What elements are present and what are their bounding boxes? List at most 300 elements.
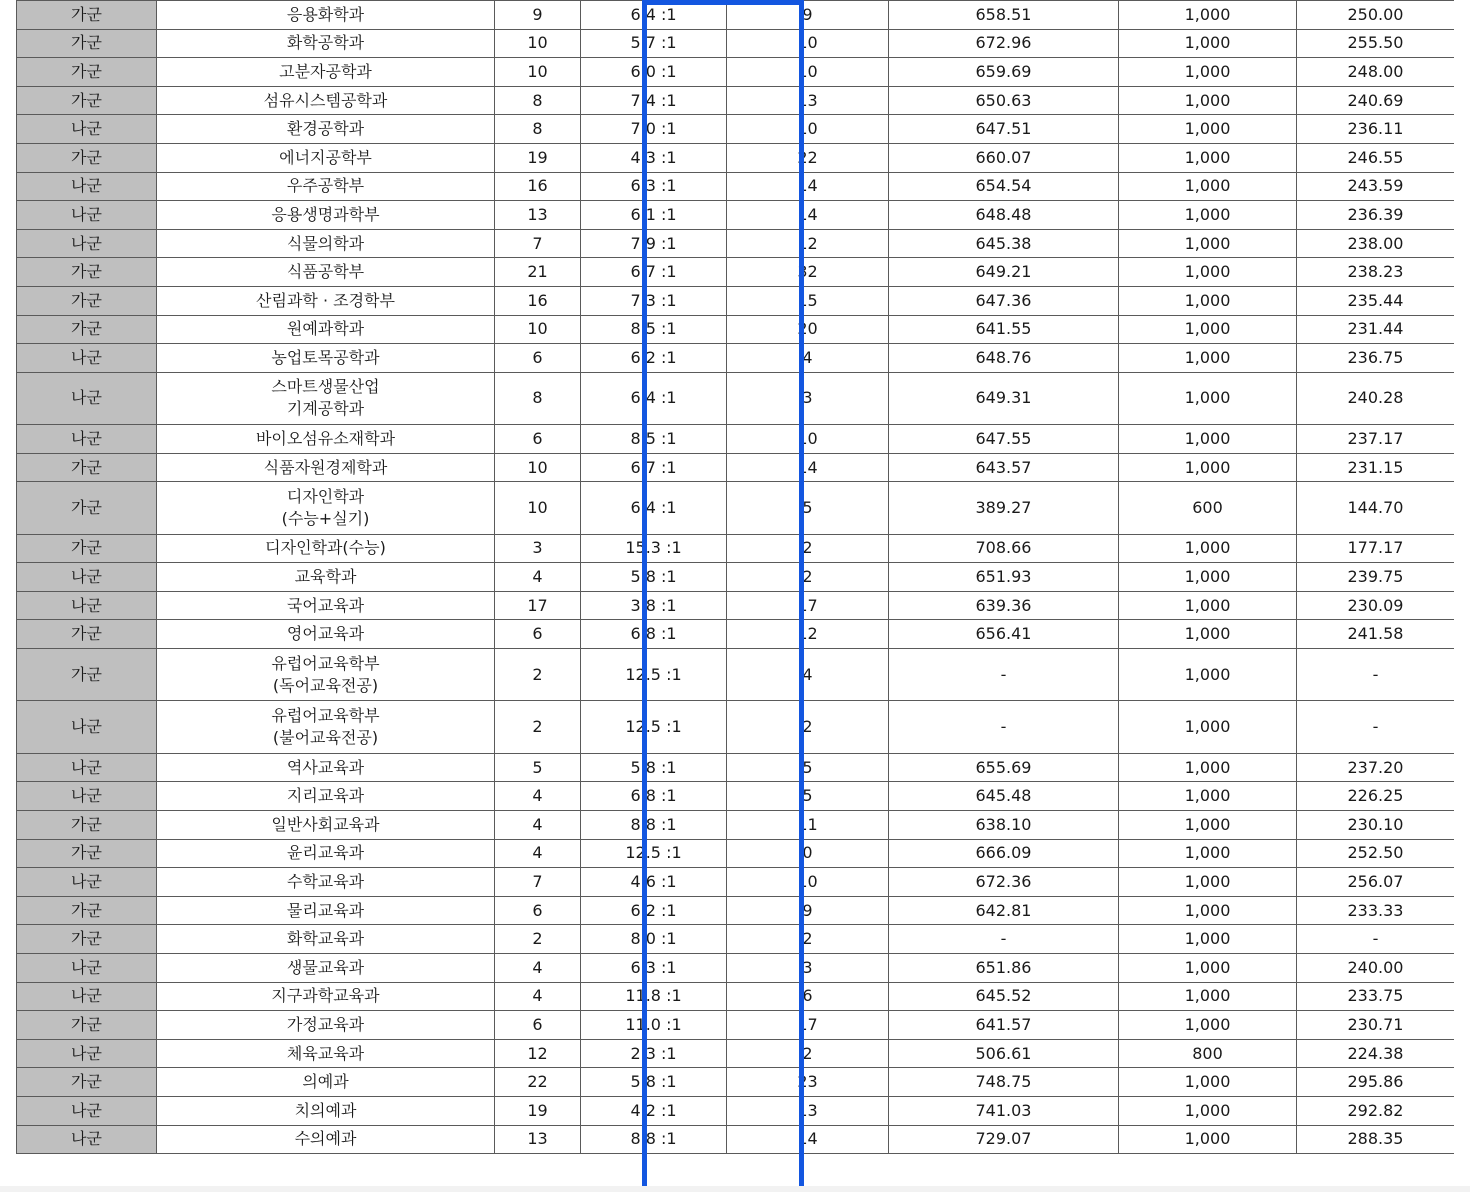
cell-score: 658.51	[889, 1, 1119, 30]
cell-department	[157, 1125, 495, 1154]
cell-converted-score: -	[1297, 925, 1455, 954]
cell-group: 나군	[17, 172, 157, 201]
cell-group: 나군	[17, 982, 157, 1011]
table-row	[17, 258, 1455, 287]
department-name-line: 생물교육과	[286, 957, 365, 977]
cell-competition-ratio: 6.7 :1	[581, 453, 727, 482]
cell-total-points: 1,000	[1119, 315, 1297, 344]
cell-score: 655.69	[889, 753, 1119, 782]
cell-total-points: 1,000	[1119, 896, 1297, 925]
cell-converted-score: 288.35	[1297, 1125, 1455, 1154]
cell-score: 651.86	[889, 954, 1119, 983]
cell-group: 나군	[17, 1125, 157, 1154]
department-name-line: 유럽어교육학부	[271, 653, 380, 673]
cell-additional-pass: 9	[727, 896, 889, 925]
cell-additional-pass: 9	[727, 1, 889, 30]
cell-total-points: 1,000	[1119, 258, 1297, 287]
cell-competition-ratio: 8.0 :1	[581, 925, 727, 954]
department-name-line: 환경공학과	[286, 119, 365, 139]
cell-converted-score: 233.75	[1297, 982, 1455, 1011]
cell-converted-score: 236.75	[1297, 344, 1455, 373]
cell-total-points: 1,000	[1119, 811, 1297, 840]
cell-total-points: 1,000	[1119, 868, 1297, 897]
cell-competition-ratio: 6.4 :1	[581, 482, 727, 534]
cell-score: -	[889, 701, 1119, 753]
table-row	[17, 782, 1455, 811]
cell-converted-score: 238.23	[1297, 258, 1455, 287]
table-row	[17, 563, 1455, 592]
cell-group: 나군	[17, 229, 157, 258]
department-name-line: 디자인학과	[286, 486, 365, 506]
cell-converted-score: 144.70	[1297, 482, 1455, 534]
cell-total-points: 800	[1119, 1039, 1297, 1068]
cell-quota: 10	[495, 453, 581, 482]
cell-competition-ratio: 11.0 :1	[581, 1011, 727, 1040]
cell-score: 642.81	[889, 896, 1119, 925]
cell-department	[157, 701, 495, 753]
cell-department	[157, 896, 495, 925]
cell-quota: 5	[495, 753, 581, 782]
cell-quota: 10	[495, 482, 581, 534]
cell-score: 649.31	[889, 372, 1119, 424]
department-name-line: 산림과학 · 조경학부	[256, 290, 395, 310]
cell-score: 672.36	[889, 868, 1119, 897]
cell-score: 729.07	[889, 1125, 1119, 1154]
cell-department	[157, 482, 495, 534]
cell-competition-ratio: 6.2 :1	[581, 896, 727, 925]
cell-converted-score: 238.00	[1297, 229, 1455, 258]
cell-department	[157, 925, 495, 954]
cell-converted-score: 295.86	[1297, 1068, 1455, 1097]
cell-group: 가군	[17, 86, 157, 115]
cell-group: 나군	[17, 782, 157, 811]
cell-competition-ratio: 7.3 :1	[581, 286, 727, 315]
cell-converted-score: 252.50	[1297, 839, 1455, 868]
cell-converted-score: 240.00	[1297, 954, 1455, 983]
cell-group: 나군	[17, 954, 157, 983]
table-row	[17, 591, 1455, 620]
cell-department	[157, 563, 495, 592]
cell-score: 647.51	[889, 115, 1119, 144]
table-row	[17, 286, 1455, 315]
cell-converted-score: 230.09	[1297, 591, 1455, 620]
cell-department	[157, 201, 495, 230]
cell-additional-pass: 32	[727, 258, 889, 287]
cell-converted-score: 235.44	[1297, 286, 1455, 315]
cell-converted-score: 256.07	[1297, 868, 1455, 897]
cell-converted-score: 236.39	[1297, 201, 1455, 230]
cell-department	[157, 1011, 495, 1040]
cell-additional-pass: 22	[727, 143, 889, 172]
cell-additional-pass: 10	[727, 115, 889, 144]
table-row	[17, 143, 1455, 172]
cell-quota: 17	[495, 591, 581, 620]
cell-additional-pass: 3	[727, 372, 889, 424]
cell-quota: 10	[495, 315, 581, 344]
cell-additional-pass: 14	[727, 1125, 889, 1154]
table-row	[17, 1039, 1455, 1068]
table-row	[17, 86, 1455, 115]
department-name-line: 고분자공학과	[279, 61, 372, 81]
department-name-line: 일반사회교육과	[271, 814, 380, 834]
cell-additional-pass: 4	[727, 344, 889, 373]
cell-converted-score: 236.11	[1297, 115, 1455, 144]
department-name-line: 윤리교육과	[286, 843, 365, 863]
cell-department	[157, 86, 495, 115]
cell-group: 나군	[17, 115, 157, 144]
cell-score: 650.63	[889, 86, 1119, 115]
cell-competition-ratio: 5.8 :1	[581, 563, 727, 592]
cell-converted-score: -	[1297, 701, 1455, 753]
table-row	[17, 1125, 1455, 1154]
cell-additional-pass: 5	[727, 782, 889, 811]
cell-group: 가군	[17, 482, 157, 534]
cell-additional-pass: 13	[727, 1096, 889, 1125]
cell-competition-ratio: 6.0 :1	[581, 58, 727, 87]
cell-quota: 4	[495, 782, 581, 811]
table-row	[17, 315, 1455, 344]
cell-total-points: 1,000	[1119, 229, 1297, 258]
cell-group: 나군	[17, 425, 157, 454]
department-name-line: 국어교육과	[286, 595, 365, 615]
cell-department	[157, 115, 495, 144]
cell-additional-pass: 23	[727, 1068, 889, 1097]
cell-department	[157, 591, 495, 620]
cell-department	[157, 344, 495, 373]
department-name-line: 가정교육과	[286, 1014, 365, 1034]
cell-quota: 2	[495, 649, 581, 701]
cell-converted-score: 255.50	[1297, 29, 1455, 58]
cell-score: 649.21	[889, 258, 1119, 287]
cell-additional-pass: 2	[727, 534, 889, 563]
cell-converted-score: 239.75	[1297, 563, 1455, 592]
cell-additional-pass: 10	[727, 58, 889, 87]
cell-additional-pass: 15	[727, 286, 889, 315]
cell-department	[157, 453, 495, 482]
cell-total-points: 1,000	[1119, 201, 1297, 230]
cell-group: 가군	[17, 620, 157, 649]
cell-group: 나군	[17, 372, 157, 424]
table-frame	[16, 0, 1454, 1192]
cell-quota: 4	[495, 982, 581, 1011]
cell-quota: 22	[495, 1068, 581, 1097]
department-name-line: 섬유시스템공학과	[263, 90, 388, 110]
department-name-line: 의예과	[302, 1072, 349, 1092]
department-name-line: 기계공학과	[286, 399, 365, 419]
cell-converted-score: 237.17	[1297, 425, 1455, 454]
table-row	[17, 172, 1455, 201]
cell-competition-ratio: 6.4 :1	[581, 372, 727, 424]
cell-department	[157, 534, 495, 563]
cell-competition-ratio: 6.8 :1	[581, 620, 727, 649]
cell-score: 648.76	[889, 344, 1119, 373]
cell-quota: 7	[495, 229, 581, 258]
table-row	[17, 115, 1455, 144]
cell-group: 나군	[17, 868, 157, 897]
table-row	[17, 201, 1455, 230]
cell-competition-ratio: 6.2 :1	[581, 344, 727, 373]
cell-group: 나군	[17, 591, 157, 620]
cell-quota: 10	[495, 58, 581, 87]
table-row	[17, 868, 1455, 897]
cell-quota: 16	[495, 286, 581, 315]
cell-converted-score: 226.25	[1297, 782, 1455, 811]
cell-score: 741.03	[889, 1096, 1119, 1125]
cell-group: 나군	[17, 1096, 157, 1125]
cell-quota: 10	[495, 29, 581, 58]
department-name-line: 물리교육과	[286, 900, 365, 920]
cell-department	[157, 1068, 495, 1097]
cell-group: 가군	[17, 649, 157, 701]
cell-total-points: 1,000	[1119, 453, 1297, 482]
cell-total-points: 1,000	[1119, 839, 1297, 868]
cell-score: 648.48	[889, 201, 1119, 230]
cell-total-points: 1,000	[1119, 286, 1297, 315]
cell-total-points: 1,000	[1119, 29, 1297, 58]
cell-group: 가군	[17, 534, 157, 563]
department-name-line: 우주공학부	[286, 176, 365, 196]
cell-department	[157, 58, 495, 87]
cell-department	[157, 1039, 495, 1068]
table-row	[17, 649, 1455, 701]
table-row	[17, 982, 1455, 1011]
cell-competition-ratio: 15.3 :1	[581, 534, 727, 563]
cell-score: 654.54	[889, 172, 1119, 201]
cell-score: 660.07	[889, 143, 1119, 172]
cell-competition-ratio: 4.2 :1	[581, 1096, 727, 1125]
cell-additional-pass: 5	[727, 753, 889, 782]
cell-quota: 6	[495, 344, 581, 373]
cell-department	[157, 1, 495, 30]
cell-quota: 13	[495, 201, 581, 230]
department-name-line: 응용화학과	[286, 4, 365, 24]
cell-converted-score: 292.82	[1297, 1096, 1455, 1125]
cell-group: 가군	[17, 839, 157, 868]
cell-total-points: 1,000	[1119, 925, 1297, 954]
cell-converted-score: 250.00	[1297, 1, 1455, 30]
department-name-line: 유럽어교육학부	[271, 706, 380, 726]
department-name-line: (독어교육전공)	[272, 675, 379, 695]
cell-additional-pass: 14	[727, 453, 889, 482]
cell-competition-ratio: 8.8 :1	[581, 811, 727, 840]
table-body	[17, 1, 1455, 1154]
cell-score: -	[889, 649, 1119, 701]
cell-additional-pass: 14	[727, 172, 889, 201]
cell-score: 641.55	[889, 315, 1119, 344]
cell-additional-pass: 10	[727, 425, 889, 454]
cell-department	[157, 315, 495, 344]
table-row	[17, 229, 1455, 258]
cell-additional-pass: 12	[727, 229, 889, 258]
cell-quota: 3	[495, 534, 581, 563]
department-name-line: 수의예과	[294, 1129, 357, 1149]
table-row	[17, 620, 1455, 649]
cell-competition-ratio: 3.8 :1	[581, 591, 727, 620]
cell-department	[157, 29, 495, 58]
cell-group: 가군	[17, 143, 157, 172]
cell-department	[157, 229, 495, 258]
cell-additional-pass: 6	[727, 982, 889, 1011]
cell-quota: 8	[495, 86, 581, 115]
cell-group: 가군	[17, 258, 157, 287]
department-name-line: 지구과학교육과	[271, 986, 380, 1006]
cell-total-points: 1,000	[1119, 534, 1297, 563]
department-name-line: 교육학과	[294, 567, 357, 587]
department-name-line: 화학공학과	[286, 33, 365, 53]
cell-department	[157, 372, 495, 424]
cell-competition-ratio: 7.9 :1	[581, 229, 727, 258]
cell-total-points: 1,000	[1119, 143, 1297, 172]
cell-group: 나군	[17, 1039, 157, 1068]
cell-score: 641.57	[889, 1011, 1119, 1040]
cell-converted-score: 241.58	[1297, 620, 1455, 649]
table-row	[17, 954, 1455, 983]
department-name-line: 화학교육과	[286, 929, 365, 949]
cell-converted-score: 240.69	[1297, 86, 1455, 115]
cell-competition-ratio: 5.8 :1	[581, 1068, 727, 1097]
cell-converted-score: 231.15	[1297, 453, 1455, 482]
cell-total-points: 1,000	[1119, 649, 1297, 701]
cell-total-points: 1,000	[1119, 172, 1297, 201]
cell-total-points: 1,000	[1119, 1096, 1297, 1125]
cell-competition-ratio: 12.5 :1	[581, 649, 727, 701]
cell-score: 666.09	[889, 839, 1119, 868]
cell-department	[157, 286, 495, 315]
cell-quota: 4	[495, 563, 581, 592]
cell-converted-score: 233.33	[1297, 896, 1455, 925]
cell-quota: 19	[495, 1096, 581, 1125]
department-name-line: 디자인학과(수능)	[265, 538, 386, 558]
cell-total-points: 1,000	[1119, 344, 1297, 373]
cell-total-points: 1,000	[1119, 115, 1297, 144]
cell-competition-ratio: 8.8 :1	[581, 1125, 727, 1154]
cell-quota: 4	[495, 954, 581, 983]
table-row	[17, 753, 1455, 782]
cell-converted-score: 246.55	[1297, 143, 1455, 172]
cell-competition-ratio: 4.6 :1	[581, 868, 727, 897]
cell-score: 656.41	[889, 620, 1119, 649]
cell-department	[157, 425, 495, 454]
department-name-line: 에너지공학부	[279, 147, 372, 167]
cell-score: 647.36	[889, 286, 1119, 315]
table-row	[17, 29, 1455, 58]
cell-converted-score: 243.59	[1297, 172, 1455, 201]
cell-additional-pass: 10	[727, 29, 889, 58]
cell-competition-ratio: 12.5 :1	[581, 701, 727, 753]
cell-group: 가군	[17, 29, 157, 58]
cell-total-points: 1,000	[1119, 591, 1297, 620]
cell-converted-score: 248.00	[1297, 58, 1455, 87]
cell-additional-pass: 17	[727, 591, 889, 620]
cell-department	[157, 753, 495, 782]
department-name-line: 체육교육과	[286, 1043, 365, 1063]
cell-department	[157, 649, 495, 701]
cell-department	[157, 143, 495, 172]
cell-total-points: 1,000	[1119, 372, 1297, 424]
cell-score: 651.93	[889, 563, 1119, 592]
cell-group: 나군	[17, 201, 157, 230]
department-name-line: 수학교육과	[286, 872, 365, 892]
cell-total-points: 1,000	[1119, 1, 1297, 30]
cell-additional-pass: 10	[727, 868, 889, 897]
cell-competition-ratio: 8.5 :1	[581, 315, 727, 344]
cell-additional-pass: 2	[727, 701, 889, 753]
cell-group: 가군	[17, 286, 157, 315]
cell-total-points: 1,000	[1119, 425, 1297, 454]
cell-competition-ratio: 5.7 :1	[581, 29, 727, 58]
cell-total-points: 600	[1119, 482, 1297, 534]
cell-department	[157, 868, 495, 897]
cell-additional-pass: 2	[727, 1039, 889, 1068]
cell-quota: 2	[495, 925, 581, 954]
department-name-line: 영어교육과	[286, 624, 365, 644]
table-row	[17, 534, 1455, 563]
cell-score: 389.27	[889, 482, 1119, 534]
cell-competition-ratio: 12.5 :1	[581, 839, 727, 868]
cell-department	[157, 839, 495, 868]
cell-additional-pass: 11	[727, 811, 889, 840]
cell-department	[157, 1096, 495, 1125]
cell-competition-ratio: 6.4 :1	[581, 1, 727, 30]
cell-group: 가군	[17, 811, 157, 840]
table-row	[17, 896, 1455, 925]
cell-score: 643.57	[889, 453, 1119, 482]
table-row	[17, 482, 1455, 534]
department-name-line: 지리교육과	[286, 786, 365, 806]
cell-total-points: 1,000	[1119, 1125, 1297, 1154]
cell-additional-pass: 2	[727, 563, 889, 592]
cell-score: 645.38	[889, 229, 1119, 258]
department-name-line: 농업토목공학과	[271, 347, 380, 367]
cell-department	[157, 172, 495, 201]
cell-total-points: 1,000	[1119, 86, 1297, 115]
cell-quota: 7	[495, 868, 581, 897]
cell-group: 나군	[17, 753, 157, 782]
table-row	[17, 1068, 1455, 1097]
cell-total-points: 1,000	[1119, 563, 1297, 592]
table-row	[17, 425, 1455, 454]
cell-competition-ratio: 7.0 :1	[581, 115, 727, 144]
cell-score: 645.48	[889, 782, 1119, 811]
cell-score: 645.52	[889, 982, 1119, 1011]
cell-group: 가군	[17, 1068, 157, 1097]
cell-department	[157, 954, 495, 983]
cell-quota: 12	[495, 1039, 581, 1068]
table-row	[17, 925, 1455, 954]
cell-additional-pass: 4	[727, 649, 889, 701]
cell-quota: 13	[495, 1125, 581, 1154]
table-row	[17, 453, 1455, 482]
cell-converted-score: 240.28	[1297, 372, 1455, 424]
table-row	[17, 58, 1455, 87]
cell-score: 506.61	[889, 1039, 1119, 1068]
cell-department	[157, 811, 495, 840]
table-row	[17, 839, 1455, 868]
cell-quota: 9	[495, 1, 581, 30]
cell-converted-score: 231.44	[1297, 315, 1455, 344]
cell-total-points: 1,000	[1119, 1068, 1297, 1097]
department-name-line: 역사교육과	[286, 757, 365, 777]
cell-competition-ratio: 11.8 :1	[581, 982, 727, 1011]
cell-quota: 6	[495, 620, 581, 649]
cell-additional-pass: 14	[727, 201, 889, 230]
department-name-line: 식품자원경제학과	[263, 457, 388, 477]
cell-group: 가군	[17, 896, 157, 925]
cell-converted-score: 224.38	[1297, 1039, 1455, 1068]
table-row	[17, 1096, 1455, 1125]
table-row	[17, 701, 1455, 753]
cell-competition-ratio: 6.1 :1	[581, 201, 727, 230]
